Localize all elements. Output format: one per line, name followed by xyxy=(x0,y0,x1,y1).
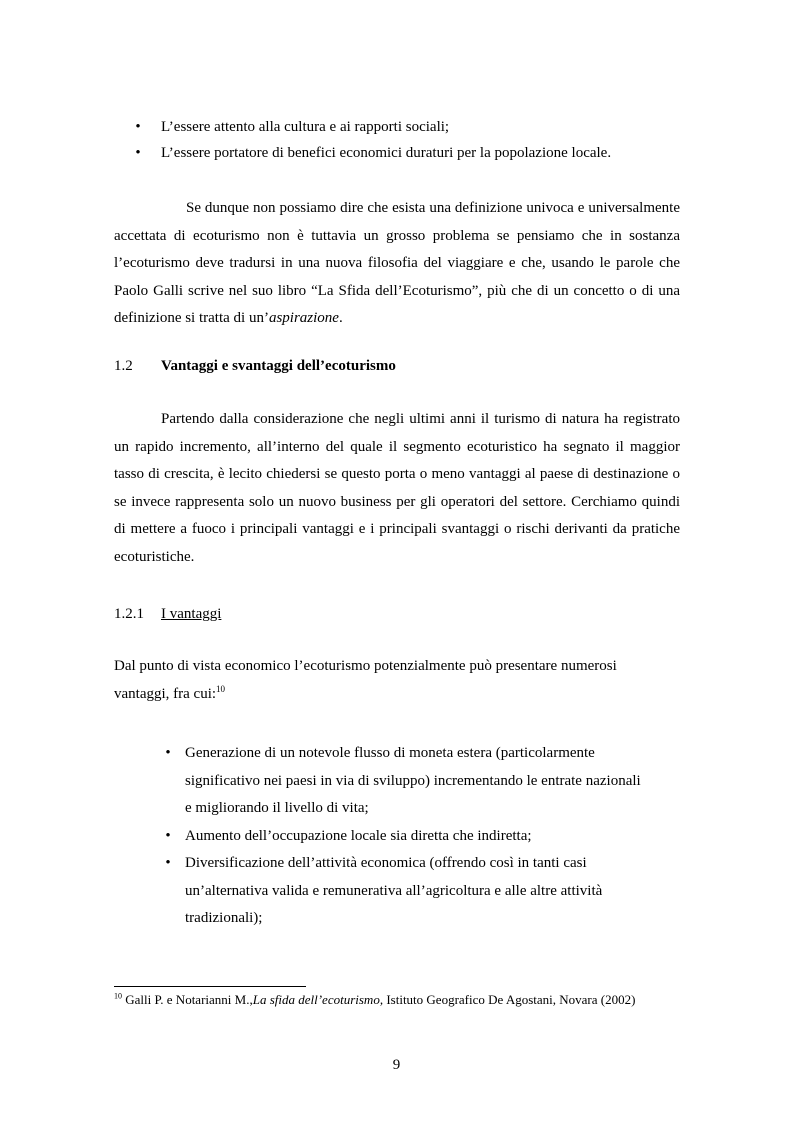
list-item xyxy=(128,140,688,166)
paragraph-definition: Se dunque non possiamo dire che esista una definizione univoca e universalmente accettata di ecoturismo non è tuttavia un grosso problema se pensiamo che in sostanza l’ecoturismo deve tradursi in una nuova filosofia del viaggiare e che, usando le parole che Paolo Galli scrive nel suo libro “La Sfida dell’Ecoturismo”, più che di un concetto o di una definizione si tratta di un’aspirazione. xyxy=(114,200,680,326)
list-item-text: L’essere portatore di benefici economici duraturi per la popolazione locale. xyxy=(161,145,612,161)
section-title: Vantaggi e svantaggi dell’ecoturismo xyxy=(161,358,396,374)
subsection-heading xyxy=(114,604,221,624)
section-number: 1.2 xyxy=(114,358,133,374)
bullet-icon: • xyxy=(165,855,171,871)
paragraph-introduction: Partendo dalla considerazione che negli ultimi anni il turismo di natura ha registrato un rapido incremento, all’interno del quale il segmento ecoturistico ha segnato il maggior tasso di crescita, è lecito chiedersi se questo porta o meno vantaggi al paese di destinazione o se invece rappresenta solo un nuovo business per gli operatori del settore. Cerchiamo quindi di mettere a fuoco i principali vantaggi e i principali svantaggi o rischi derivanti da pratiche ecoturistiche. xyxy=(114,411,680,565)
list-item-text: L’essere attento alla cultura e ai rapporti sociali; xyxy=(161,119,450,135)
list-item xyxy=(128,114,688,140)
emphasis-aspirazione: aspirazione xyxy=(268,310,339,326)
footnote-book-title: La sfida dell’ecoturismo, xyxy=(252,992,384,1007)
bullet-icon: • xyxy=(135,119,141,135)
footnote-mark: 10 xyxy=(114,991,122,1001)
footnote-reference[interactable]: 10 xyxy=(216,683,226,694)
footnote-divider xyxy=(114,986,306,987)
bullet-icon: • xyxy=(165,827,171,844)
section-heading xyxy=(114,356,396,376)
subsection-number: 1.2.1 xyxy=(114,606,144,622)
list-item: • Generazione di un notevole flusso di moneta estera (particolarmente significativo nei paesi in via di sviluppo) incrementando le entrate nazionali e migliorando il livello di vita; xyxy=(158,740,688,823)
bullet-list-advantages xyxy=(158,740,688,933)
bullet-icon: • xyxy=(135,145,141,161)
subsection-title: I vantaggi xyxy=(161,606,222,622)
paragraph-economic: Dal punto di vista economico l’ecoturismo potenzialmente può presentare numerosi vantaggi, fra cui:$^{10}$ xyxy=(114,658,617,702)
footnote: $^{10}$ Galli P. e Notarianni M.,La sfida dell’ecoturismo, Istituto Geografico De Agostani, Novara (2002) xyxy=(114,991,636,1007)
bullet-list-criteria xyxy=(128,114,688,166)
list-item: • Aumento dell’occupazione locale sia diretta che indiretta; xyxy=(158,823,688,851)
list-item: • Diversificazione dell’attività economica (offrendo così in tanti casi un’alternativa valida e remunerativa all’agricoltura e alle altre attività tradizionali); xyxy=(158,850,688,933)
bullet-icon: • xyxy=(165,745,171,761)
page-number: 9 xyxy=(392,1057,401,1073)
